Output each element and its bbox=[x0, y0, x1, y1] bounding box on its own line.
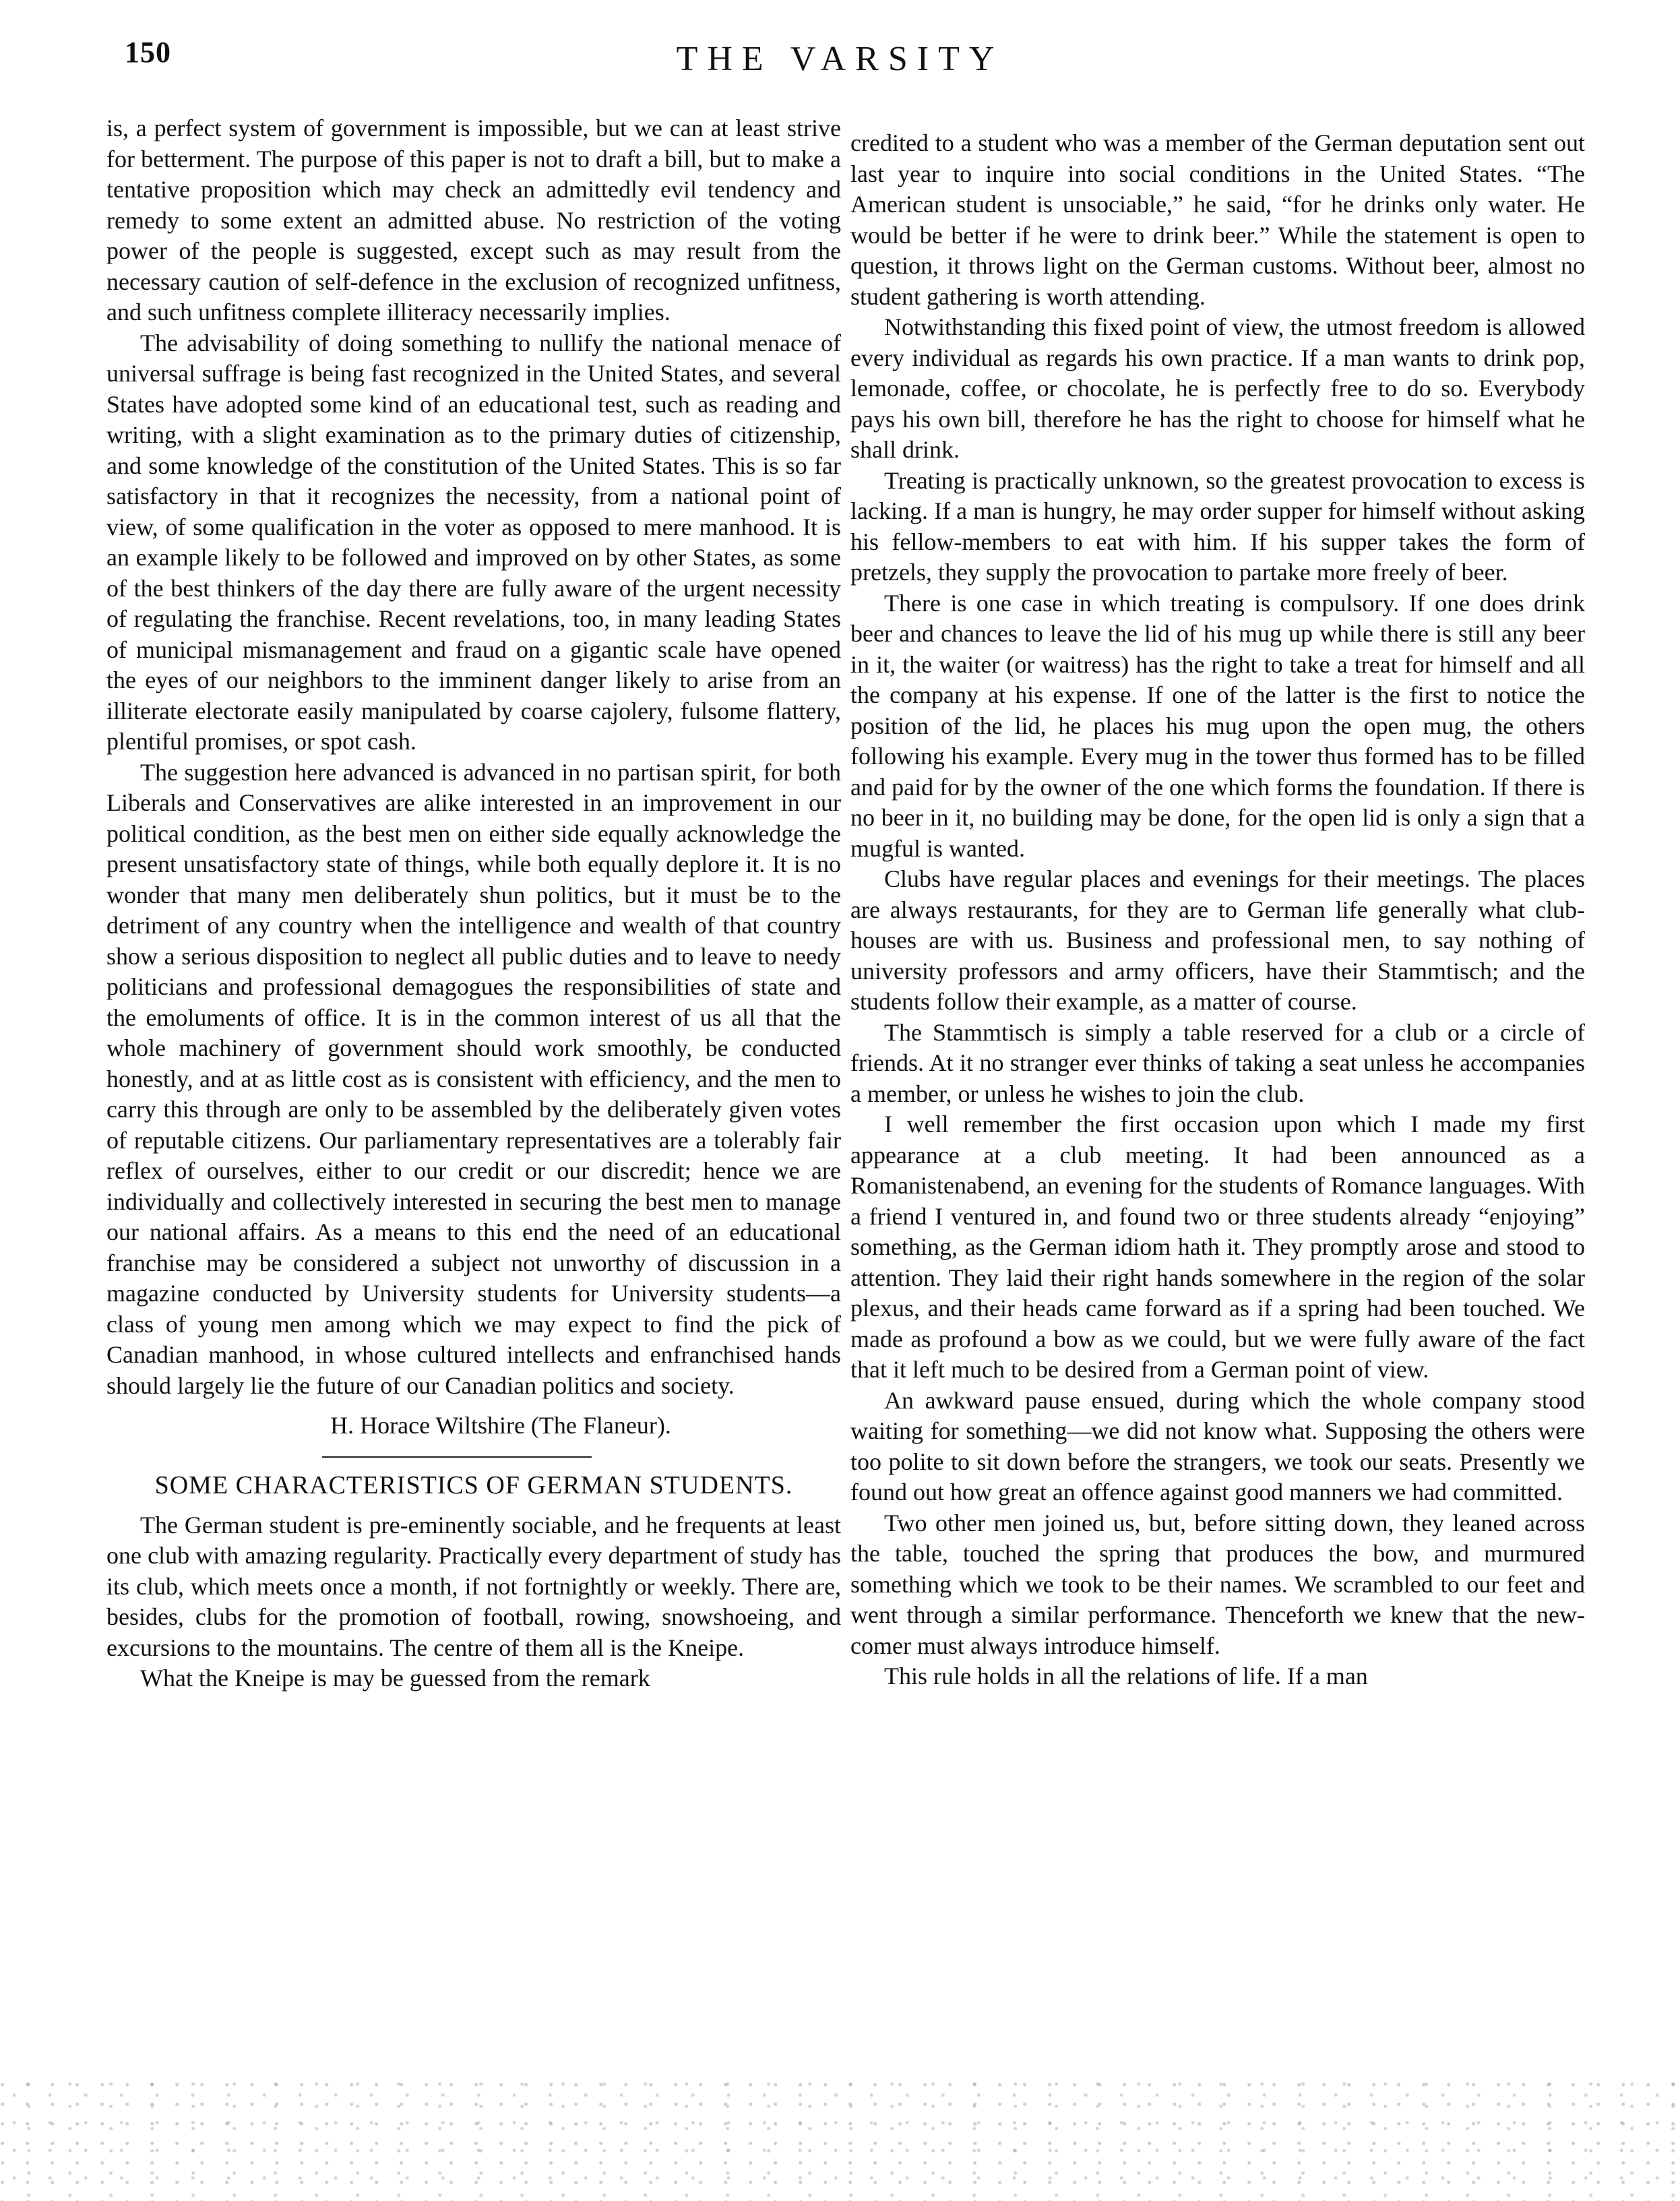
paragraph: Clubs have regular places and evenings for their meetings. The places are always restaurants, for they are to German life generally what club-houses are with us. Business and professional men, to say nothing of university professors and army officers, have their Stammtisch; and the students follow their example, as a matter of course. bbox=[850, 865, 1585, 1015]
section-divider bbox=[322, 1456, 592, 1458]
paragraph: is, a perfect system of government is impossible, but we can at least strive for betterment. The purpose of this paper is not to draft a bill, but to make a tentative proposition which may check an admittedly evil tendency and remedy to some extent an admitted abuse. No restriction of the voting power of the people is suggested, except such as may result from the necessary caution of self-defence in the exclusion of recognized unfitness, and such unfitness complete illiteracy necessarily implies. bbox=[106, 115, 841, 326]
author-signature: H. Horace Wiltshire (The Flaneur). bbox=[330, 1412, 671, 1439]
paragraph: There is one case in which treating is compulsory. If one does drink beer and chances to leave the lid of his mug up while there is still any beer in it, the waiter (or waitress) has the right to take a treat for himself and all the company at his expense. If one of the latter is the first to notice the position of the lid, he places his mug upon the open mug, the others following his example. Every mug in the tower thus formed has to be filled and paid for by the owner of the one which forms the foundation. If there is no beer in it, no building may be done, for the open lid is only a sign that a mugful is wanted. bbox=[850, 589, 1585, 862]
paragraph: What the Kneipe is may be guessed from the remark bbox=[140, 1665, 650, 1692]
paragraph: The Stammtisch is simply a table reserved for a club or a circle of friends. At it no stranger ever thinks of taking a seat unless he accompanies a member, or unless he wishes to join the club. bbox=[850, 1018, 1585, 1107]
paragraph: The German student is pre-eminently sociable, and he frequents at least one club with amazing regularity. Practically every department of study has its club, which meets once a month, if not fortnightly or weekly. There are, besides, clubs for the promotion of football, rowing, snowshoeing, and excursions to the mountains. The centre of them all is the Kneipe. bbox=[106, 1511, 841, 1661]
paragraph: An awkward pause ensued, during which the whole company stood waiting for something—we did not know what. Supposing the others were too polite to sit down before the strangers, we took our seats. Presently we found out how great an offence against good manners we had committed. bbox=[850, 1386, 1585, 1506]
article-heading: SOME CHARACTERISTICS OF GERMAN STUDENTS. bbox=[154, 1470, 793, 1499]
paragraph: credited to a student who was a member of the German deputation sent out last year to inquire into social conditions in the United States. “The American student is unsociable,” he said, “for he drinks only water. He would be better if he were to drink beer.” While the statement is open to question, it throws light on the German customs. Without beer, almost no student gathering is worth attending. bbox=[850, 129, 1585, 310]
paragraph: Two other men joined us, but, before sitting down, they leaned across the table, touched the spring that produces the bow, and murmured something which we took to be their names. We scrambled to our feet and went through a similar performance. Thenceforth we knew that the new-comer must always introduce himself. bbox=[850, 1509, 1585, 1659]
paragraph: I well remember the first occasion upon which I made my first appearance at a club meeting. It had been announced as a Romanistenabend, an evening for the students of Romance languages. With a friend I ventured in, and found two or three students already “enjoying” something, as the German idiom hath it. They promptly arose and stood to attention. They laid their right hands somewhere in the region of the solar plexus, and their heads came forward as if a spring had been touched. We made as profound a bow as we could, but we were fully aware of the fact that it left much to be desired from a German point of view. bbox=[850, 1111, 1585, 1383]
right-column bbox=[850, 128, 1585, 1692]
paragraph: Treating is practically unknown, so the greatest provocation to excess is lacking. If a man is hungry, he may order supper for himself without asking his fellow-members to eat with him. If his supper takes the form of pretzels, they supply the provocation to partake more freely of beer. bbox=[850, 466, 1585, 586]
paragraph: The suggestion here advanced is advanced in no partisan spirit, for both Liberals and Conservatives are alike interested in an improvement in our political condition, as the best men on either side equally acknowledge the present unsatisfactory state of things, while both equally deplore it. It is no wonder that many men deliberately shun politics, but it must be to the detriment of any country when the intelligence and wealth of that country show a serious disposition to neglect all public duties and to leave to needy politicians and professional demagogues the responsibilities of state and the emoluments of office. It is in the common interest of us all that the whole machinery of government should work smoothly, be conducted honestly, and at as little cost as is consistent with efficiency, and the men to carry this through are only to be assembled by the deliberately given votes of reputable citizens. Our parliamentary representatives are a tolerably fair reflex of ourselves, either to our credit or our discredit; hence we are individually and collectively interested in securing the best men to manage our national affairs. As a means to this end the need of an educational franchise may be considered a subject not unworthy of discussion in a magazine conducted by University students for University students—a class of young men among which we may expect to find the pick of Canadian manhood, in whose cultured intellects and enfranchised hands should largely lie the future of our Canadian politics and society. bbox=[106, 758, 841, 1399]
paragraph: Notwithstanding this fixed point of view, the utmost freedom is allowed every individual as regards his own practice. If a man wants to drink pop, lemonade, coffee, or chocolate, he is perfectly free to do so. Everybody pays his own bill, therefore he has the right to choose for himself what he shall drink. bbox=[850, 313, 1585, 463]
running-head: THE VARSITY bbox=[676, 40, 1004, 78]
page-number: 150 bbox=[125, 36, 171, 69]
paragraph: The advisability of doing something to nullify the national menace of universal suffrage is being fast recognized in the United States, and several States have adopted some kind of an educational test, such as reading and writing, with a slight examination as to the primary duties of citizenship, and some knowledge of the constitution of the United States. This is so far satisfactory in that it recognizes the necessity, from a national point of view, of some qualification in the voter as opposed to mere manhood. It is an example likely to be followed and improved on by other States, as some of the best thinkers of the day there are fully aware of the urgent necessity of regulating the franchise. Recent revelations, too, in many leading States of municipal mismanagement and fraud on a gigantic scale have opened the eyes of our neighbors to the imminent danger likely to arise from an illiterate electorate easily manipulated by coarse cajolery, fulsome flattery, plentiful promises, or spot cash. bbox=[106, 329, 841, 755]
scan-noise bbox=[0, 2073, 1680, 2201]
paragraph: This rule holds in all the relations of life. If a man bbox=[884, 1663, 1368, 1690]
left-column bbox=[106, 113, 841, 1694]
